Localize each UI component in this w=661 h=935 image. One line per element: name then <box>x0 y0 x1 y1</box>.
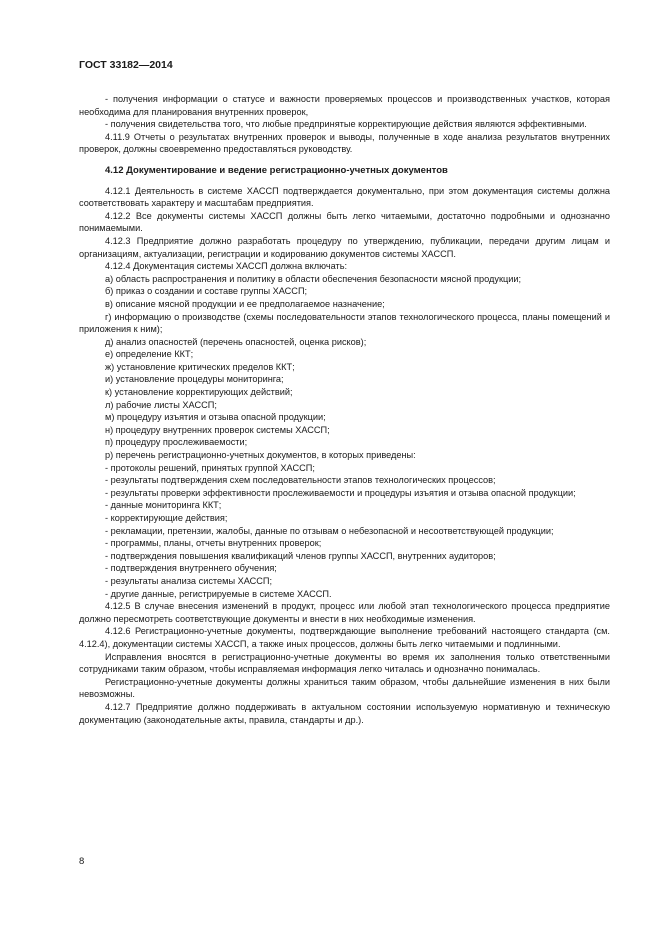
page-number: 8 <box>79 856 85 867</box>
paragraph: и) установление процедуры мониторинга; <box>105 374 284 385</box>
paragraph: - результаты анализа системы ХАССП; <box>105 575 273 586</box>
paragraph: - получения свидетельства того, что любые предпринятые корректирующие действия являются эффективными. <box>105 119 587 130</box>
paragraph: - корректирующие действия; <box>105 513 228 523</box>
paragraph: р) перечень регистрационно-учетных документов, в которых приведены: <box>105 450 416 461</box>
paragraph: м) процедуру изъятия и отзыва опасной продукции; <box>105 412 326 423</box>
page-body <box>79 93 610 726</box>
paragraph: д) анализ опасностей (перечень опасностей, оценка рисков); <box>105 336 367 347</box>
paragraph: л) рабочие листы ХАССП; <box>105 399 217 410</box>
paragraph: 4.12.2 Все документы системы ХАССП должны быть легко читаемыми, достаточно подробными и однозначно понимаемыми. <box>79 210 610 234</box>
continuation-block <box>79 93 610 156</box>
paragraph: - результаты подтверждения схем последовательности этапов технологических процессов; <box>105 475 496 486</box>
paragraph: г) информацию о производстве (схемы последовательности этапов технологического процесса, планы помещений и приложения к ним); <box>79 311 610 335</box>
paragraph: - данные мониторинга ККТ; <box>105 500 222 511</box>
paragraph: - подтверждения повышения квалификаций членов группы ХАССП, внутренних аудиторов; <box>105 550 496 561</box>
paragraph: в) описание мясной продукции и ее предполагаемое назначение; <box>105 298 385 309</box>
paragraph: - программы, планы, отчеты внутренних проверок; <box>105 538 322 549</box>
paragraph: 4.12.6 Регистрационно-учетные документы, подтверждающие выполнение требований настоящего стандарта (см. 4.12.4), документации системы ХАССП, а также иных процессов, должны быть легко читаемыми и подлинными. <box>79 626 610 649</box>
paragraph: 4.12.5 В случае внесения изменений в продукт, процесс или любой этап технологического процесса предприятие должно пересмотреть соответствующие документы и внести в них необходимые изменения. <box>79 601 610 624</box>
paragraph: Регистрационно-учетные документы должны храниться таким образом, чтобы дальнейшие изменения в них были невозможны. <box>79 676 610 700</box>
paragraph: а) область распространения и политику в области обеспечения безопасности мясной продукции; <box>105 273 522 284</box>
paragraph: ж) установление критических пределов ККТ; <box>105 361 295 372</box>
paragraph: - подтверждения внутреннего обучения; <box>105 563 277 574</box>
paragraph: - рекламации, претензии, жалобы, данные по отзывам о небезопасной и несоответствующей продукции; <box>105 525 554 536</box>
paragraph: 4.12.4 Документация системы ХАССП должна включать: <box>105 261 348 272</box>
section-heading: 4.12 Документирование и ведение регистрационно-учетных документов <box>105 164 448 176</box>
paragraph: 4.12.3 Предприятие должно разработать процедуру по утверждению, публикации, передачи другим лицам и организациям, актуализации, регистрации и кодированию документов системы ХАССП. <box>79 235 610 259</box>
paragraph: Исправления вносятся в регистрационно-учетные документы во время их заполнения только ответственными сотрудниками таким образом, чтобы исправляемая информация легко читалась и однозначно понималась. <box>79 651 610 675</box>
paragraph: п) процедуру прослеживаемости; <box>105 437 248 448</box>
document-code-header: ГОСТ 33182—2014 <box>79 59 173 71</box>
section-body <box>79 185 610 727</box>
paragraph: - протоколы решений, принятых группой ХАССП; <box>105 462 315 473</box>
paragraph: н) процедуру внутренних проверок системы ХАССП; <box>105 424 330 435</box>
paragraph: - результаты проверки эффективности прослеживаемости и процедуры изъятия и отзыва опасной продукции; <box>105 487 576 498</box>
paragraph: к) установление корректирующих действий; <box>105 387 293 398</box>
paragraph: 4.11.9 Отчеты о результатах внутренних проверок и выводы, полученные в ходе анализа результатов внутренних проверок, должны своевременно предоставляться руководству. <box>79 131 610 155</box>
paragraph: - другие данные, регистрируемые в системе ХАССП. <box>105 588 332 599</box>
paragraph: е) определение ККТ; <box>105 349 194 360</box>
paragraph: б) приказ о создании и составе группы ХАССП; <box>105 286 308 297</box>
paragraph: - получения информации о статусе и важности проверяемых процессов и производственных участков, которая необходима для планирования внутренних проверок, <box>79 94 610 117</box>
paragraph: 4.12.7 Предприятие должно поддерживать в актуальном состоянии используемую нормативную и техническую документацию (законодательные акты, правила, стандарты и др.). <box>79 701 610 725</box>
paragraph: 4.12.1 Деятельность в системе ХАССП подтверждается документально, при этом документация системы должна соответствовать характеру и масштабам предприятия. <box>79 185 610 209</box>
